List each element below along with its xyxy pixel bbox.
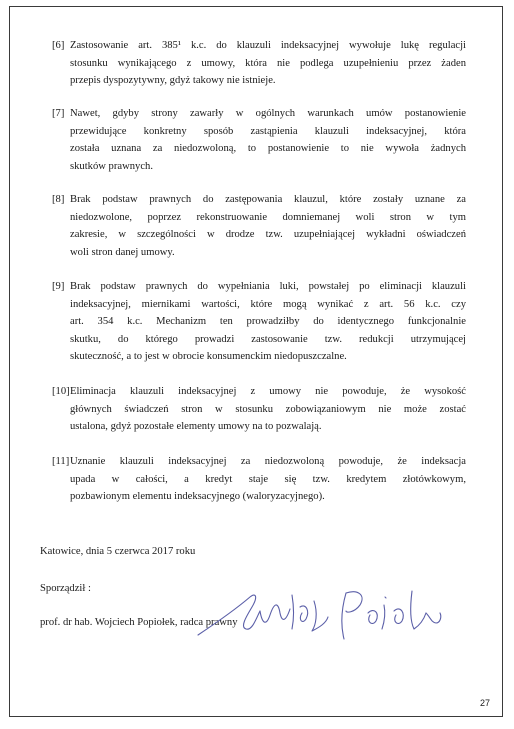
text-line: art. 354 k.c. Mechanizm ten prowadziłby do identycznego funkcjonalnie <box>70 316 466 327</box>
thesis-item-10 <box>52 383 466 436</box>
author-name: prof. dr hab. Wojciech Popiołek, radca prawny <box>40 617 238 628</box>
text-line: woli stron danej umowy. <box>70 246 175 258</box>
thesis-text <box>70 191 466 261</box>
text-line: została uznana za niedozwoloną, to postanowienie to nie wywoła żadnych <box>70 143 466 154</box>
text-line: indeksacyjnej, miernikami wartości, które mogą wynikać z art. 56 k.c. czy <box>70 298 466 310</box>
thesis-number: [6] <box>52 40 65 51</box>
text-line: głównych świadczeń stron w stosunku zobowiązaniowym nie może zostać <box>70 403 466 415</box>
thesis-text <box>70 278 466 366</box>
text-line: zakresie, w szczególności w drodze tzw. uzupełniającej wykładni oświadczeń <box>70 229 466 240</box>
thesis-text <box>70 383 466 436</box>
thesis-number: [11] <box>52 456 70 467</box>
place-and-date: Katowice, dnia 5 czerwca 2017 roku <box>40 546 196 557</box>
text-line: skutku, do którego prowadzi zastosowanie tzw. redukcji utrzymującej <box>70 333 466 345</box>
thesis-number: [10] <box>52 386 70 397</box>
text-line: ustalona, gdyż pozostałe elementy umowy na to pozwalają. <box>70 421 322 432</box>
text-line: przepis dyspozytywny, gdyż takowy nie istnieje. <box>70 75 276 86</box>
text-line: niedozwolone, poprzez rekonstruowanie domniemanej woli stron w tym <box>70 211 466 223</box>
handwritten-signature <box>196 583 446 645</box>
thesis-item-11 <box>52 453 466 506</box>
thesis-number: [9] <box>52 281 65 292</box>
text-line: upada w całości, a kredyt staje się tzw. kredytem złotówkowym, <box>70 473 466 485</box>
text-line: Brak podstaw prawnych do zastępowania klauzul, które zostały uznane za <box>70 194 466 205</box>
text-line: stosunku wynikającego z umowy, która nie podlega uzupełnieniu przez żaden <box>70 57 466 69</box>
thesis-number: [8] <box>52 194 65 205</box>
text-line: Uznanie klauzuli indeksacyjnej za niedozwoloną powoduje, że indeksacja <box>70 456 466 467</box>
thesis-item-9 <box>52 278 466 366</box>
page-number: 27 <box>479 698 490 708</box>
thesis-text <box>70 105 466 175</box>
text-line: Eliminacja klauzuli indeksacyjnej z umowy nie powoduje, że wysokość <box>70 386 466 397</box>
thesis-number: [7] <box>52 108 65 119</box>
text-line: Zastosowanie art. 385¹ k.c. do klauzuli indeksacyjnej wywołuje lukę regulacji <box>70 40 466 51</box>
thesis-text <box>70 453 466 506</box>
prepared-by-label: Sporządził : <box>40 583 91 594</box>
thesis-item-7 <box>52 105 466 175</box>
text-line: Nawet, gdyby strony zawarły w ogólnych warunkach umów postanowienie <box>70 108 466 119</box>
text-line: pozbawionym elementu indeksacyjnego (waloryzacyjnego). <box>70 491 325 502</box>
text-line: przewidujące konkretny sposób zastąpienia klauzuli indeksacyjnej, która <box>70 125 466 137</box>
thesis-item-6 <box>52 37 466 90</box>
document-page <box>9 6 503 717</box>
text-line: skutków prawnych. <box>70 160 153 172</box>
thesis-item-8 <box>52 191 466 261</box>
text-line: Brak podstaw prawnych do wypełniania luki, powstałej po eliminacji klauzuli <box>70 281 466 292</box>
text-line: skuteczność, a to jest w obrocie konsumenckim niedopuszczalne. <box>70 351 347 362</box>
thesis-text <box>70 37 466 90</box>
